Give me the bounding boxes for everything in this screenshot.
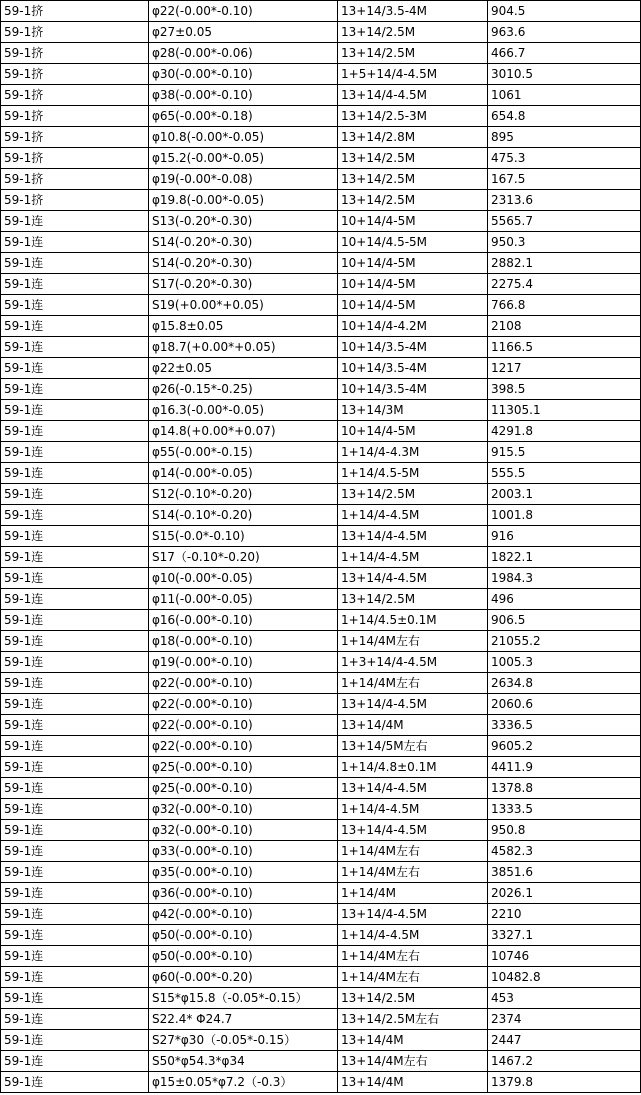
length-cell: 1+14/4-4.5M (338, 505, 488, 526)
length-cell: 1+14/4M左右 (338, 841, 488, 862)
material-cell: 59-1连 (1, 757, 149, 778)
material-cell: 59-1连 (1, 715, 149, 736)
weight-cell: 916 (488, 526, 641, 547)
table-row (1, 820, 641, 841)
material-cell: 59-1挤 (1, 148, 149, 169)
weight-cell: 398.5 (488, 379, 641, 400)
length-cell: 10+14/3.5-4M (338, 358, 488, 379)
spec-cell: S17（-0.10*-0.20) (149, 547, 338, 568)
table-row (1, 694, 641, 715)
spec-cell: S15(-0.0*-0.10) (149, 526, 338, 547)
length-cell: 1+14/4-4.5M (338, 799, 488, 820)
weight-cell: 3010.5 (488, 64, 641, 85)
weight-cell: 1984.3 (488, 568, 641, 589)
table-row (1, 946, 641, 967)
table-row (1, 799, 641, 820)
table-row (1, 295, 641, 316)
length-cell: 1+14/4-4.3M (338, 442, 488, 463)
spec-cell: φ65(-0.00*-0.18) (149, 106, 338, 127)
spec-cell: φ50(-0.00*-0.10) (149, 925, 338, 946)
material-cell: 59-1连 (1, 547, 149, 568)
material-cell: 59-1连 (1, 274, 149, 295)
spec-cell: φ10(-0.00*-0.05) (149, 568, 338, 589)
weight-cell: 1822.1 (488, 547, 641, 568)
weight-cell: 2108 (488, 316, 641, 337)
weight-cell: 2313.6 (488, 190, 641, 211)
spec-cell: φ19(-0.00*-0.10) (149, 652, 338, 673)
table-row (1, 862, 641, 883)
spec-cell: φ36(-0.00*-0.10) (149, 883, 338, 904)
spec-cell: φ18(-0.00*-0.10) (149, 631, 338, 652)
length-cell: 13+14/4-4.5M (338, 568, 488, 589)
material-cell: 59-1连 (1, 799, 149, 820)
spec-cell: φ38(-0.00*-0.10) (149, 85, 338, 106)
spec-cell: φ60(-0.00*-0.20) (149, 967, 338, 988)
material-cell: 59-1连 (1, 946, 149, 967)
table-row (1, 127, 641, 148)
spec-cell: φ15±0.05*φ7.2（-0.3） (149, 1072, 338, 1093)
length-cell: 13+14/2.5M (338, 43, 488, 64)
material-cell: 59-1连 (1, 736, 149, 757)
table-row (1, 925, 641, 946)
material-cell: 59-1连 (1, 211, 149, 232)
length-cell: 10+14/4-5M (338, 253, 488, 274)
weight-cell: 2374 (488, 1009, 641, 1030)
length-cell: 10+14/4-4.2M (338, 316, 488, 337)
spec-cell: φ22(-0.00*-0.10) (149, 736, 338, 757)
length-cell: 1+14/4M左右 (338, 946, 488, 967)
length-cell: 13+14/2.5-3M (338, 106, 488, 127)
length-cell: 1+14/4-4.5M (338, 547, 488, 568)
table-row (1, 1030, 641, 1051)
material-cell: 59-1连 (1, 904, 149, 925)
length-cell: 10+14/4.5-5M (338, 232, 488, 253)
spec-cell: S14(-0.10*-0.20) (149, 505, 338, 526)
material-cell: 59-1连 (1, 1009, 149, 1030)
spec-cell: φ14.8(+0.00*+0.07) (149, 421, 338, 442)
material-cell: 59-1连 (1, 358, 149, 379)
table-row (1, 904, 641, 925)
weight-cell: 1001.8 (488, 505, 641, 526)
table-row (1, 190, 641, 211)
table-row (1, 967, 641, 988)
spec-cell: φ18.7(+0.00*+0.05) (149, 337, 338, 358)
table-row (1, 211, 641, 232)
weight-cell: 1061 (488, 85, 641, 106)
spec-cell: φ15.8±0.05 (149, 316, 338, 337)
spec-cell: φ35(-0.00*-0.10) (149, 862, 338, 883)
spec-cell: S27*φ30（-0.05*-0.15） (149, 1030, 338, 1051)
material-cell: 59-1连 (1, 400, 149, 421)
weight-cell: 9605.2 (488, 736, 641, 757)
material-cell: 59-1连 (1, 652, 149, 673)
material-cell: 59-1连 (1, 883, 149, 904)
spec-cell: φ15.2(-0.00*-0.05) (149, 148, 338, 169)
weight-cell: 2275.4 (488, 274, 641, 295)
weight-cell: 654.8 (488, 106, 641, 127)
weight-cell: 2634.8 (488, 673, 641, 694)
spec-cell: φ11(-0.00*-0.05) (149, 589, 338, 610)
table-row (1, 568, 641, 589)
length-cell: 1+14/4.5±0.1M (338, 610, 488, 631)
material-cell: 59-1连 (1, 1051, 149, 1072)
spec-cell: φ33(-0.00*-0.10) (149, 841, 338, 862)
table-row (1, 778, 641, 799)
table-row (1, 400, 641, 421)
length-cell: 13+14/4-4.5M (338, 694, 488, 715)
length-cell: 13+14/4-4.5M (338, 778, 488, 799)
weight-cell: 1005.3 (488, 652, 641, 673)
weight-cell: 453 (488, 988, 641, 1009)
length-cell: 13+14/4-4.5M (338, 526, 488, 547)
spec-cell: φ25(-0.00*-0.10) (149, 778, 338, 799)
table-row (1, 442, 641, 463)
table-row (1, 547, 641, 568)
spec-cell: φ32(-0.00*-0.10) (149, 799, 338, 820)
material-cell: 59-1连 (1, 505, 149, 526)
material-cell: 59-1连 (1, 442, 149, 463)
material-cell: 59-1连 (1, 253, 149, 274)
table-row (1, 883, 641, 904)
table-row (1, 484, 641, 505)
length-cell: 13+14/3.5-4M (338, 1, 488, 22)
table-body (1, 1, 641, 1093)
table-row (1, 463, 641, 484)
table-row (1, 988, 641, 1009)
table-row (1, 589, 641, 610)
material-cell: 59-1连 (1, 610, 149, 631)
length-cell: 1+14/4M左右 (338, 967, 488, 988)
spec-cell: φ28(-0.00*-0.06) (149, 43, 338, 64)
weight-cell: 3327.1 (488, 925, 641, 946)
spec-cell: φ27±0.05 (149, 22, 338, 43)
table-row (1, 652, 641, 673)
length-cell: 13+14/2.5M (338, 484, 488, 505)
length-cell: 13+14/4-4.5M (338, 820, 488, 841)
weight-cell: 4582.3 (488, 841, 641, 862)
length-cell: 13+14/5M左右 (338, 736, 488, 757)
material-cell: 59-1挤 (1, 127, 149, 148)
material-cell: 59-1连 (1, 820, 149, 841)
length-cell: 10+14/4-5M (338, 421, 488, 442)
length-cell: 10+14/3.5-4M (338, 337, 488, 358)
material-cell: 59-1连 (1, 589, 149, 610)
spec-cell: φ55(-0.00*-0.15) (149, 442, 338, 463)
length-cell: 13+14/2.5M (338, 22, 488, 43)
spec-cell: S50*φ54.3*φ34 (149, 1051, 338, 1072)
table-row (1, 1, 641, 22)
material-cell: 59-1连 (1, 1030, 149, 1051)
table-row (1, 505, 641, 526)
material-cell: 59-1挤 (1, 169, 149, 190)
material-cell: 59-1挤 (1, 85, 149, 106)
length-cell: 10+14/4-5M (338, 295, 488, 316)
length-cell: 1+14/4.8±0.1M (338, 757, 488, 778)
length-cell: 13+14/2.5M (338, 169, 488, 190)
weight-cell: 895 (488, 127, 641, 148)
table-row (1, 274, 641, 295)
spec-cell: φ25(-0.00*-0.10) (149, 757, 338, 778)
material-cell: 59-1连 (1, 925, 149, 946)
table-row (1, 106, 641, 127)
material-cell: 59-1连 (1, 484, 149, 505)
table-row (1, 526, 641, 547)
length-cell: 10+14/4-5M (338, 274, 488, 295)
material-cell: 59-1挤 (1, 1, 149, 22)
table-row (1, 22, 641, 43)
weight-cell: 1166.5 (488, 337, 641, 358)
table-row (1, 85, 641, 106)
length-cell: 1+14/4.5-5M (338, 463, 488, 484)
spec-cell: S22.4* Φ24.7 (149, 1009, 338, 1030)
spec-cell: φ22±0.05 (149, 358, 338, 379)
material-cell: 59-1连 (1, 862, 149, 883)
table-row (1, 64, 641, 85)
spec-cell: φ32(-0.00*-0.10) (149, 820, 338, 841)
material-cell: 59-1连 (1, 1072, 149, 1093)
table-row (1, 379, 641, 400)
weight-cell: 5565.7 (488, 211, 641, 232)
spec-cell: φ42(-0.00*-0.10) (149, 904, 338, 925)
spec-cell: φ30(-0.00*-0.10) (149, 64, 338, 85)
material-cell: 59-1挤 (1, 190, 149, 211)
weight-cell: 3851.6 (488, 862, 641, 883)
table-row (1, 631, 641, 652)
material-cell: 59-1连 (1, 568, 149, 589)
weight-cell: 2447 (488, 1030, 641, 1051)
material-cell: 59-1连 (1, 463, 149, 484)
weight-cell: 2026.1 (488, 883, 641, 904)
table-row (1, 232, 641, 253)
weight-cell: 904.5 (488, 1, 641, 22)
weight-cell: 10746 (488, 946, 641, 967)
material-cell: 59-1挤 (1, 43, 149, 64)
weight-cell: 766.8 (488, 295, 641, 316)
length-cell: 1+14/4M (338, 883, 488, 904)
material-cell: 59-1连 (1, 421, 149, 442)
table-row (1, 715, 641, 736)
spec-cell: φ16(-0.00*-0.10) (149, 610, 338, 631)
material-cell: 59-1连 (1, 379, 149, 400)
material-cell: 59-1挤 (1, 106, 149, 127)
length-cell: 1+14/4-4.5M (338, 925, 488, 946)
length-cell: 1+5+14/4-4.5M (338, 64, 488, 85)
weight-cell: 2882.1 (488, 253, 641, 274)
table-row (1, 841, 641, 862)
length-cell: 13+14/4M左右 (338, 1051, 488, 1072)
length-cell: 10+14/3.5-4M (338, 379, 488, 400)
weight-cell: 906.5 (488, 610, 641, 631)
length-cell: 13+14/2.5M左右 (338, 1009, 488, 1030)
length-cell: 10+14/4-5M (338, 211, 488, 232)
spec-cell: S17(-0.20*-0.30) (149, 274, 338, 295)
spec-cell: φ22(-0.00*-0.10) (149, 673, 338, 694)
weight-cell: 1333.5 (488, 799, 641, 820)
weight-cell: 555.5 (488, 463, 641, 484)
weight-cell: 496 (488, 589, 641, 610)
material-cell: 59-1连 (1, 232, 149, 253)
weight-cell: 475.3 (488, 148, 641, 169)
spec-cell: S15*φ15.8（-0.05*-0.15） (149, 988, 338, 1009)
length-cell: 1+3+14/4-4.5M (338, 652, 488, 673)
material-cell: 59-1连 (1, 295, 149, 316)
weight-cell: 1217 (488, 358, 641, 379)
length-cell: 13+14/2.5M (338, 988, 488, 1009)
spec-cell: φ22(-0.00*-0.10) (149, 715, 338, 736)
table-row (1, 673, 641, 694)
length-cell: 13+14/2.8M (338, 127, 488, 148)
spec-cell: φ22(-0.00*-0.10) (149, 1, 338, 22)
weight-cell: 1378.8 (488, 778, 641, 799)
spec-cell: S14(-0.20*-0.30) (149, 232, 338, 253)
spec-cell: S13(-0.20*-0.30) (149, 211, 338, 232)
material-cell: 59-1连 (1, 841, 149, 862)
material-cell: 59-1连 (1, 988, 149, 1009)
table-row (1, 421, 641, 442)
weight-cell: 2060.6 (488, 694, 641, 715)
weight-cell: 466.7 (488, 43, 641, 64)
table-row (1, 358, 641, 379)
table-row (1, 736, 641, 757)
table-row (1, 169, 641, 190)
spec-cell: φ22(-0.00*-0.10) (149, 694, 338, 715)
weight-cell: 3336.5 (488, 715, 641, 736)
length-cell: 13+14/3M (338, 400, 488, 421)
spec-cell: φ16.3(-0.00*-0.05) (149, 400, 338, 421)
weight-cell: 21055.2 (488, 631, 641, 652)
spec-cell: S12(-0.10*-0.20) (149, 484, 338, 505)
table-row (1, 757, 641, 778)
spec-cell: S14(-0.20*-0.30) (149, 253, 338, 274)
table-row (1, 253, 641, 274)
spec-cell: S19(+0.00*+0.05) (149, 295, 338, 316)
material-cell: 59-1连 (1, 778, 149, 799)
length-cell: 13+14/4M (338, 1072, 488, 1093)
length-cell: 13+14/4M (338, 1030, 488, 1051)
material-cell: 59-1连 (1, 316, 149, 337)
material-cell: 59-1连 (1, 631, 149, 652)
table-row (1, 43, 641, 64)
spec-cell: φ50(-0.00*-0.10) (149, 946, 338, 967)
material-cell: 59-1连 (1, 673, 149, 694)
spec-cell: φ10.8(-0.00*-0.05) (149, 127, 338, 148)
table-row (1, 1009, 641, 1030)
weight-cell: 963.6 (488, 22, 641, 43)
weight-cell: 2210 (488, 904, 641, 925)
weight-cell: 915.5 (488, 442, 641, 463)
weight-cell: 10482.8 (488, 967, 641, 988)
length-cell: 13+14/4-4.5M (338, 904, 488, 925)
table-row (1, 337, 641, 358)
length-cell: 13+14/2.5M (338, 190, 488, 211)
weight-cell: 950.8 (488, 820, 641, 841)
material-cell: 59-1连 (1, 967, 149, 988)
length-cell: 13+14/2.5M (338, 148, 488, 169)
material-cell: 59-1挤 (1, 64, 149, 85)
spec-cell: φ26(-0.15*-0.25) (149, 379, 338, 400)
weight-cell: 2003.1 (488, 484, 641, 505)
spec-cell: φ14(-0.00*-0.05) (149, 463, 338, 484)
length-cell: 1+14/4M左右 (338, 631, 488, 652)
material-cell: 59-1连 (1, 526, 149, 547)
table-row (1, 316, 641, 337)
length-cell: 1+14/4M左右 (338, 673, 488, 694)
length-cell: 1+14/4M左右 (338, 862, 488, 883)
weight-cell: 4291.8 (488, 421, 641, 442)
weight-cell: 11305.1 (488, 400, 641, 421)
length-cell: 13+14/2.5M (338, 589, 488, 610)
weight-cell: 167.5 (488, 169, 641, 190)
length-cell: 13+14/4-4.5M (338, 85, 488, 106)
weight-cell: 4411.9 (488, 757, 641, 778)
table-row (1, 610, 641, 631)
length-cell: 13+14/4M (338, 715, 488, 736)
table-row (1, 1051, 641, 1072)
material-cell: 59-1连 (1, 337, 149, 358)
weight-cell: 1379.8 (488, 1072, 641, 1093)
spec-cell: φ19.8(-0.00*-0.05) (149, 190, 338, 211)
table-row (1, 1072, 641, 1093)
weight-cell: 1467.2 (488, 1051, 641, 1072)
table-row (1, 148, 641, 169)
material-cell: 59-1连 (1, 694, 149, 715)
material-cell: 59-1挤 (1, 22, 149, 43)
weight-cell: 950.3 (488, 232, 641, 253)
spec-cell: φ19(-0.00*-0.08) (149, 169, 338, 190)
